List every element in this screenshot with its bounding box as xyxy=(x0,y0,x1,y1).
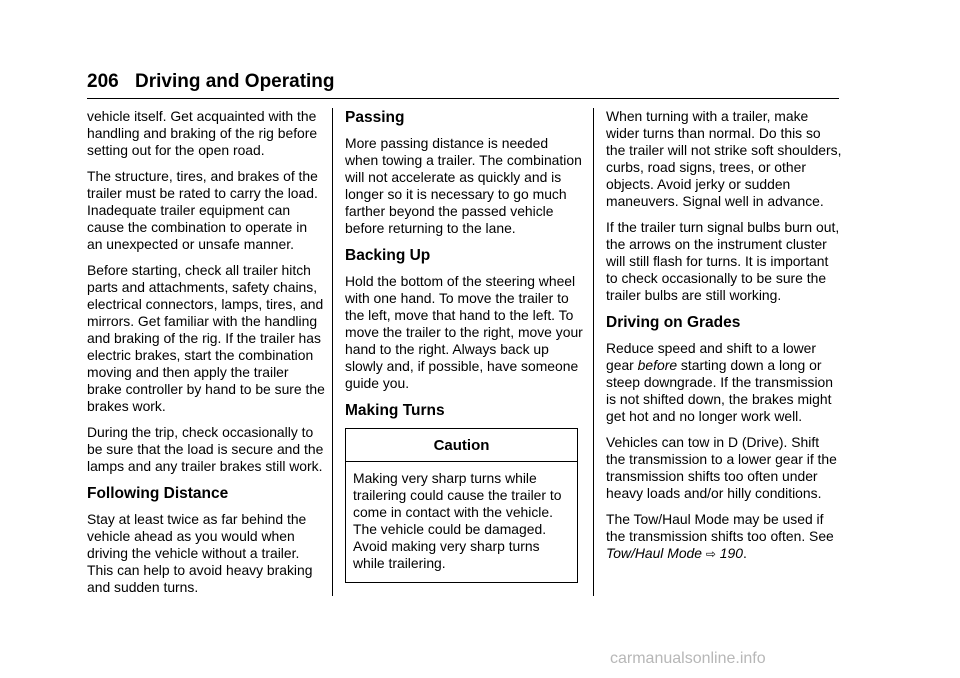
paragraph: The structure, tires, and brakes of the trailer must be rated to carry the load. Inadequate trailer equipment can cause the combination to operate in an unexpected or unsafe manner. xyxy=(87,168,318,252)
emphasis: before xyxy=(637,357,678,373)
caution-box xyxy=(345,428,578,583)
paragraph: Vehicles can tow in D (Drive). Shift the transmission to a lower gear if the transmission shifts too often under heavy loads and/or hilly conditions. xyxy=(606,434,837,501)
reference-page[interactable]: 190 xyxy=(719,545,743,561)
section-title: Driving and Operating xyxy=(135,71,335,92)
caution-text: Making very sharp turns while trailering could cause the trailer to come in contact with the vehicle. The vehicle could be damaged. Avoid making very sharp turns while trailering. xyxy=(353,470,562,571)
column-3 xyxy=(606,108,842,572)
heading-backing-up: Backing Up xyxy=(345,247,431,264)
column-2 xyxy=(345,108,583,583)
header-rule xyxy=(87,98,839,99)
paragraph: Stay at least twice as far behind the vehicle ahead as you would when driving the vehicle without a trailer. This can help to avoid heavy braking and sudden turns. xyxy=(87,511,313,595)
paragraph xyxy=(606,340,842,425)
column-divider xyxy=(332,108,333,596)
text-run: The Tow/Haul Mode may be used if the transmission shifts too often. See xyxy=(606,511,834,544)
text-run: . xyxy=(742,545,747,561)
paragraph: Hold the bottom of the steering wheel with one hand. To move the trailer to the left, move that hand to the left. To move the trailer to the right, move your hand to the right. Always back up slowly and, if possible, have someone guide you. xyxy=(345,273,583,391)
page-header xyxy=(87,70,839,98)
paragraph: Before starting, check all trailer hitch parts and attachments, safety chains, electrical connectors, lamps, tires, and mirrors. Get familiar with the handling and braking of the rig. If the trailer has electric brakes, start the combination moving and then apply the trailer brake controller by hand to be sure the brakes work. xyxy=(87,262,325,414)
paragraph: During the trip, check occasionally to be sure that the load is secure and the lamps and any trailer brakes still work. xyxy=(87,424,324,474)
text-run: Reduce speed and shift to a lower gear xyxy=(606,340,817,373)
heading-following-distance: Following Distance xyxy=(87,485,229,502)
watermark: carmanualsonline.info xyxy=(610,650,766,667)
paragraph: More passing distance is needed when towing a trailer. The combination will not accelerate as quickly and is longer so it is necessary to go much farther beyond the passed vehicle before returning to the lane. xyxy=(345,135,582,236)
heading-passing: Passing xyxy=(345,109,405,126)
cross-reference-link[interactable]: Tow/Haul Mode xyxy=(606,545,702,561)
paragraph: vehicle itself. Get acquainted with the handling and braking of the rig before setting out for the open road. xyxy=(87,108,318,158)
column-divider xyxy=(593,108,594,596)
heading-making-turns: Making Turns xyxy=(345,402,445,419)
page-number: 206 xyxy=(87,71,119,92)
text-run: starting down a long or steep downgrade. If the transmission is not shifted down, the brakes might get hot and no longer work well. xyxy=(606,357,834,424)
reference-arrow-icon: ⇨ xyxy=(705,547,716,561)
paragraph: When turning with a trailer, make wider turns than normal. Do this so the trailer will not strike soft shoulders, curbs, road signs, trees, or other objects. Avoid jerky or sudden maneuvers. Signal well in advance. xyxy=(606,108,842,209)
column-1 xyxy=(87,108,325,605)
paragraph: If the trailer turn signal bulbs burn out, the arrows on the instrument cluster will still flash for turns. It is important to check occasionally to be sure the trailer bulbs are still working. xyxy=(606,219,840,303)
caution-title: Caution xyxy=(346,429,577,462)
heading-driving-on-grades: Driving on Grades xyxy=(606,314,741,331)
paragraph xyxy=(606,511,842,563)
